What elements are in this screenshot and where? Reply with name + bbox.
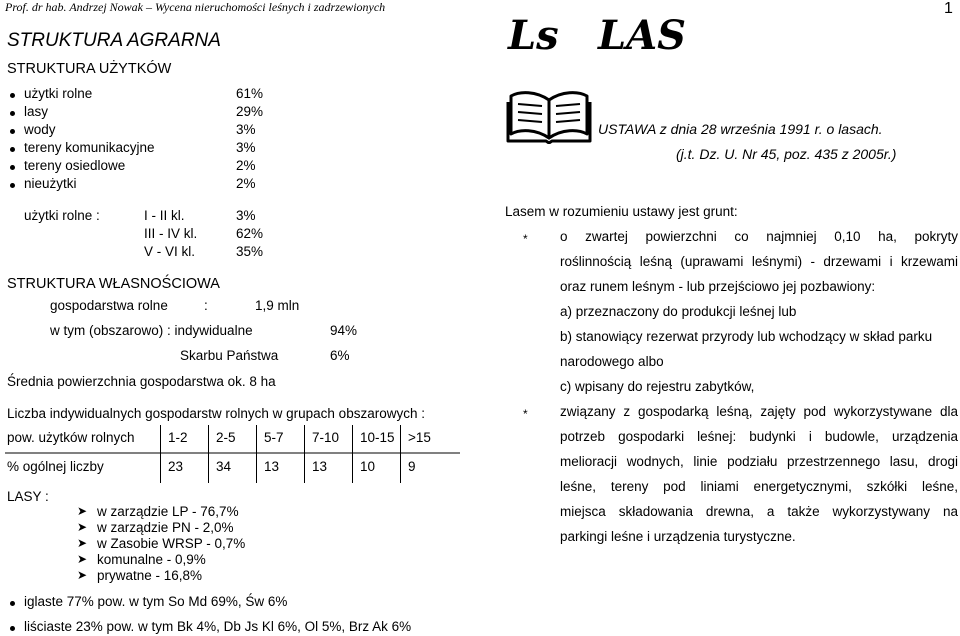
groups-share: 23 (168, 459, 184, 474)
definition-line: miejsca składowania drewna, a także wykorzystywany na (560, 504, 958, 519)
act-reference: (j.t. Dz. U. Nr 45, poz. 435 z 2005r.) (676, 146, 897, 162)
groups-row-label-share: % ogólnej liczby (7, 459, 104, 474)
open-book-icon (506, 88, 592, 144)
farms-label: gospodarstwa rolne (50, 298, 168, 313)
agri-class-value: 3% (236, 208, 256, 223)
asterisk-bullet-icon: * (523, 232, 528, 246)
ownership-individual-value: 94% (330, 323, 358, 338)
asterisk-bullet-icon: * (523, 407, 528, 421)
groups-share: 10 (360, 459, 376, 474)
definition-line: związany z gospodarką leśną, zajęty pod wykorzystywane dla (560, 404, 958, 419)
list-item-value: 29% (236, 104, 264, 119)
big-title-ls: Ls (508, 12, 559, 59)
definition-subitem: c) wpisany do rejestru zabytków, (560, 379, 755, 394)
forests-title: LASY : (7, 489, 49, 504)
average-farm-area: Średnia powierzchnia gospodarstwa ok. 8 ha (7, 374, 276, 389)
groups-share: 13 (312, 459, 328, 474)
arrow-bullet-icon: ➤ (77, 504, 88, 518)
groups-range: 1-2 (168, 430, 188, 445)
ownership-individual-label: w tym (obszarowo) : indywidualne (50, 323, 253, 338)
list-item: tereny osiedlowe (24, 158, 126, 173)
definition-intro: Lasem w rozumieniu ustawy jest grunt: (505, 204, 738, 219)
list-item: ➤ w Zasobie WRSP - 0,7% (77, 536, 246, 551)
species-item: iglaste 77% pow. w tym So Md 69%, Św 6% (24, 594, 288, 609)
agri-land-label: użytki rolne : (24, 208, 100, 223)
groups-range: 2-5 (216, 430, 236, 445)
title-ownership: STRUKTURA WŁASNOŚCIOWA (7, 276, 220, 292)
groups-share: 9 (408, 459, 416, 474)
groups-table-lines (0, 0, 470, 490)
list-item-value: 61% (236, 86, 264, 101)
running-header: Prof. dr hab. Andrzej Nowak – Wycena nieruchomości leśnych i zadrzewionych (5, 0, 386, 14)
agri-class-value: 35% (236, 244, 264, 259)
definition-line: o zwartej powierzchni co najmniej 0,10 ha, pokryty (560, 229, 958, 244)
title-agrarian-structure: STRUKTURA AGRARNA (7, 30, 221, 51)
groups-range: >15 (408, 430, 431, 445)
groups-range: 7-10 (312, 430, 340, 445)
list-item: ➤ w zarządzie LP - 76,7% (77, 504, 239, 519)
definition-line: leśne, tereny pod liniami energetycznymi, szkółki leśne, (560, 479, 958, 494)
definition-line: potrzeb gospodarki leśnej: budynki i budowle, urządzenia (560, 429, 958, 444)
list-item-value: 2% (236, 158, 256, 173)
groups-row-label-area: pow. użytków rolnych (7, 430, 135, 445)
arrow-bullet-icon: ➤ (77, 536, 88, 550)
arrow-bullet-icon: ➤ (77, 568, 88, 582)
act-title: USTAWA z dnia 28 września 1991 r. o lasach. (598, 121, 883, 137)
list-item: ➤ prywatne - 16,8% (77, 568, 203, 583)
definition-line: parkingi leśne i urządzenia turystyczne. (560, 529, 796, 544)
list-item-value: 3% (236, 140, 256, 155)
list-item: ➤ komunalne - 0,9% (77, 552, 206, 567)
arrow-bullet-icon: ➤ (77, 552, 88, 566)
list-item: ➤ w zarządzie PN - 2,0% (77, 520, 234, 535)
list-item: lasy (24, 104, 49, 119)
big-title-las: LAS (598, 12, 687, 59)
groups-range: 10-15 (360, 430, 395, 445)
agri-class: I - II kl. (144, 208, 185, 223)
groups-range: 5-7 (264, 430, 284, 445)
species-item: liściaste 23% pow. w tym Bk 4%, Db Js Kl 6%, Ol 5%, Brz Ak 6% (24, 619, 412, 634)
ownership-state-value: 6% (330, 348, 350, 363)
farm-groups-title: Liczba indywidualnych gospodarstw rolnych w grupach obszarowych : (7, 406, 425, 421)
page-number: 1 (944, 0, 953, 17)
agri-class: III - IV kl. (144, 226, 198, 241)
farms-value: 1,9 mln (255, 298, 300, 313)
agri-class: V - VI kl. (144, 244, 196, 259)
definition-line: melioracji wodnych, linie podziału przestrzennego lasu, drogi (560, 454, 958, 469)
title-land-use: STRUKTURA UŻYTKÓW (7, 61, 172, 77)
groups-share: 34 (216, 459, 232, 474)
groups-share: 13 (264, 459, 280, 474)
arrow-bullet-icon: ➤ (77, 520, 88, 534)
agri-class-value: 62% (236, 226, 264, 241)
list-item: tereny komunikacyjne (24, 140, 155, 155)
farms-colon: : (204, 298, 208, 313)
definition-subitem: b) stanowiący rezerwat przyrody lub wchodzący w skład parku (560, 329, 933, 344)
ownership-state-label: Skarbu Państwa (180, 348, 279, 363)
definition-line: roślinnością leśną (uprawami leśnymi) - drzewami i krzewami (560, 254, 958, 269)
list-item: nieużytki (24, 176, 77, 191)
definition-subitem: a) przeznaczony do produkcji leśnej lub (560, 304, 797, 319)
list-item-value: 3% (236, 122, 256, 137)
list-item: użytki rolne (24, 86, 93, 101)
list-item: wody (24, 122, 56, 137)
definition-line: oraz runem leśnym - lub przejściowo jej pozbawiony: (560, 279, 876, 294)
definition-subitem: narodowego albo (560, 354, 664, 369)
list-item-value: 2% (236, 176, 256, 191)
